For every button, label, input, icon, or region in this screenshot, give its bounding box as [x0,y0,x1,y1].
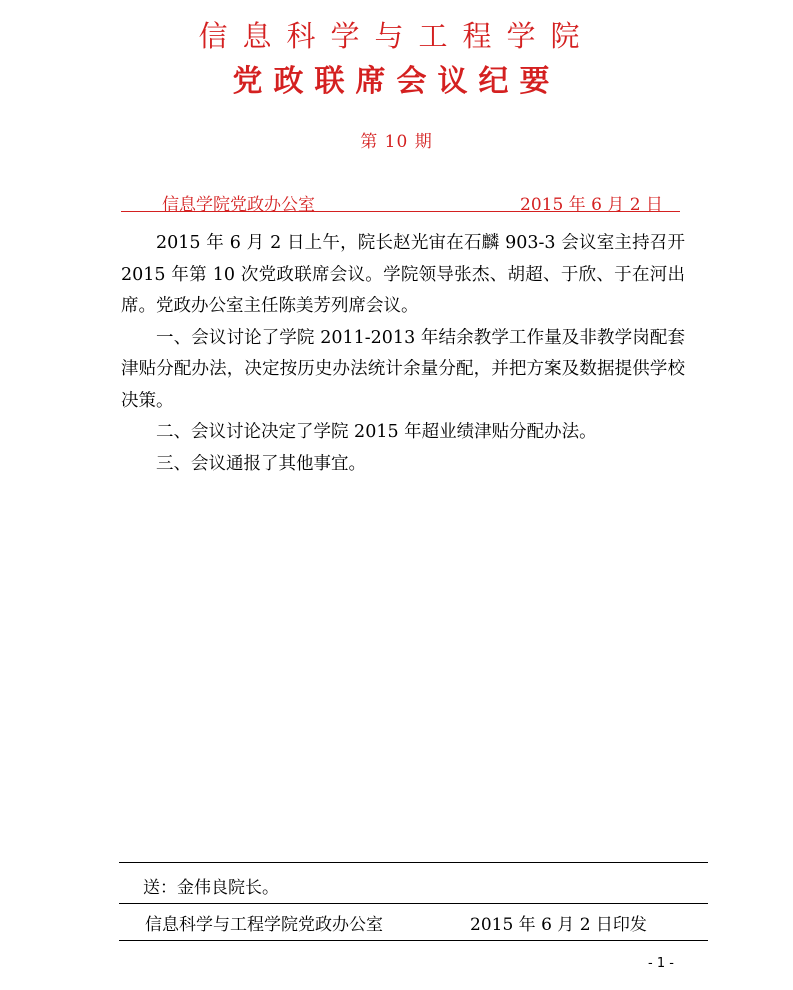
send-to: 送：金伟良院长。 [143,878,279,898]
issue-number: 第 10 期 [360,132,433,152]
issuing-office: 信息学院党政办公室 [162,195,315,215]
red-header-rule [121,211,680,212]
footer-issuer: 信息科学与工程学院党政办公室 [145,915,383,935]
paragraph-item-3: 三、会议通报了其他事宜。 [156,453,366,474]
paragraph-item-1: 一、会议讨论了学院 2011-2013 年结余教学工作量及非教学岗配套津贴分配办法，决定按历史办法统计余量分配，并把方案及数据提供学校决策。 [121,327,685,411]
page-number: - 1 - [648,956,674,971]
footer-rule-top [119,862,708,863]
footer-rule-middle [119,903,708,904]
paragraph-intro: 2015 年 6 月 2 日上午，院长赵光宙在石麟 903-3 会议室主持召开 2015 年第 10 次党政联席会议。学院领导张杰、胡超、于欣、于在河出席。党政办公室主任陈美芳列席会议。 [121,233,685,316]
minutes-body [121,228,685,480]
header-date: 2015 年 6 月 2 日 [520,195,663,215]
org-name: 信息科学与工程学院 [198,19,595,53]
document-title: 党政联席会议纪要 [232,64,561,99]
footer-rule-bottom [119,940,708,941]
paragraph-item-2: 二、会议讨论决定了学院 2015 年超业绩津贴分配办法。 [156,422,597,442]
footer-issue-date: 2015 年 6 月 2 日印发 [470,915,647,935]
